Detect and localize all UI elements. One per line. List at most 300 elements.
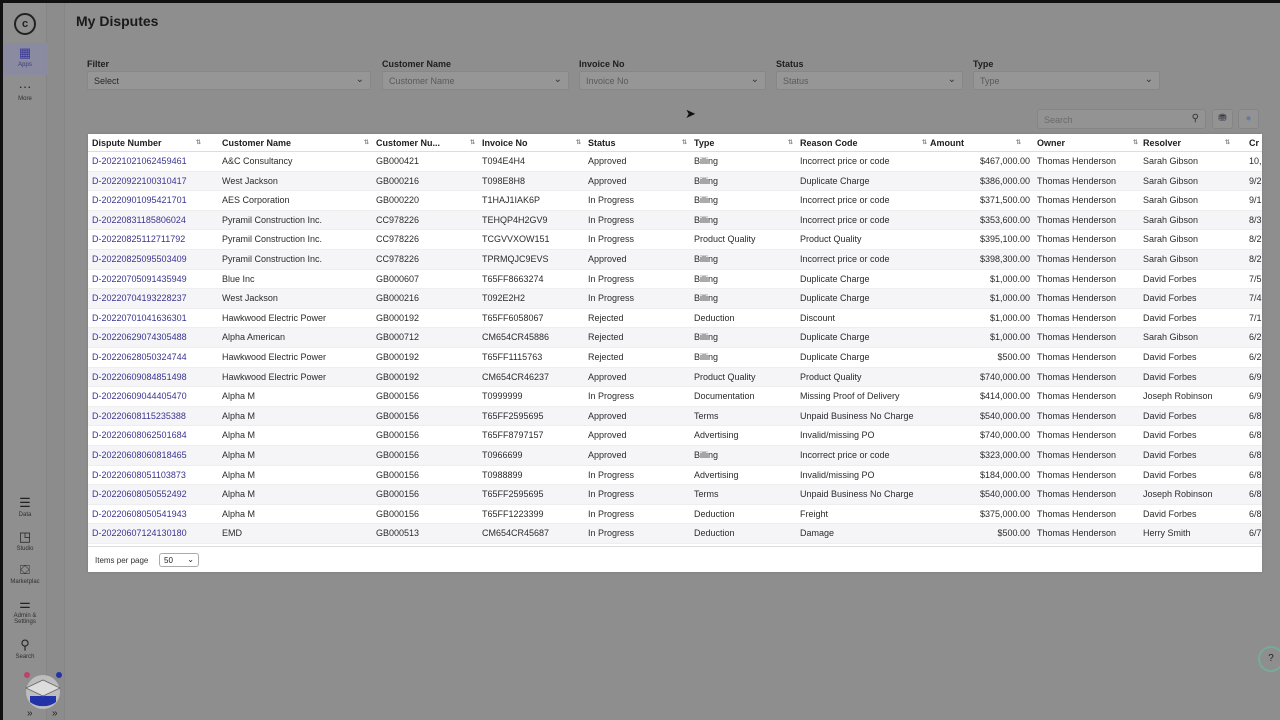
table-cell: David Forbes xyxy=(1143,450,1197,460)
refresh-icon: ● xyxy=(1245,113,1252,124)
sort-icon[interactable]: ⇅ xyxy=(1133,140,1139,146)
table-cell: Duplicate Charge xyxy=(800,293,870,304)
table-row[interactable] xyxy=(88,172,1262,192)
sort-icon[interactable]: ⇅ xyxy=(364,140,370,146)
sort-icon[interactable]: ⇅ xyxy=(576,140,582,146)
table-cell: A&C Consultancy xyxy=(222,156,293,166)
table-cell: $414,000.00 xyxy=(979,391,1030,402)
more-icon: ··· xyxy=(18,79,32,94)
table-cell: Alpha M xyxy=(222,410,256,421)
items-per-page-value: 50 xyxy=(164,556,173,565)
table-row[interactable] xyxy=(88,368,1262,388)
table-cell: GB000156 xyxy=(376,391,420,402)
table-cell: Sarah Gibson xyxy=(1143,332,1199,343)
table-cell: Alpha M xyxy=(222,391,256,402)
table-cell: Deduction xyxy=(694,312,735,323)
table-cell: 6/2 xyxy=(1249,352,1262,362)
table-cell: Approved xyxy=(588,156,627,166)
table-cell: $398,300.00 xyxy=(979,254,1030,264)
refresh-button[interactable] xyxy=(1238,109,1259,129)
filter-select xyxy=(87,59,371,90)
sort-icon[interactable]: ⇅ xyxy=(922,140,928,146)
table-cell: In Progress xyxy=(588,528,635,539)
column-header-label: Customer Name xyxy=(222,138,292,148)
table-cell: 8/3 xyxy=(1249,214,1262,225)
table-cell: David Forbes xyxy=(1143,508,1197,519)
dispute-number-link[interactable]: D-20220831185806024 xyxy=(92,214,186,225)
table-cell: Thomas Henderson xyxy=(1037,156,1117,166)
dispute-number-link[interactable]: D-20220705091435949 xyxy=(92,273,187,284)
table-row[interactable] xyxy=(88,505,1262,525)
sliders-icon: ⚌ xyxy=(19,596,31,611)
table-cell: TPRMQJC9EVS xyxy=(482,254,549,264)
table-cell: Thomas Henderson xyxy=(1037,293,1117,304)
table-row[interactable] xyxy=(88,446,1262,466)
column-header[interactable] xyxy=(930,134,1030,152)
column-header-label: Reason Code xyxy=(800,138,858,148)
chevron-down-icon: ⌄ xyxy=(355,74,364,85)
dispute-number-link[interactable]: D-20220608050541943 xyxy=(92,508,187,519)
table-cell: CM654CR45886 xyxy=(482,332,550,343)
table-cell: David Forbes xyxy=(1143,352,1197,362)
table-cell: Terms xyxy=(694,410,719,421)
column-header[interactable] xyxy=(376,134,478,152)
table-cell: $1,000.00 xyxy=(989,332,1030,343)
dispute-number-link[interactable]: D-20220701041636301 xyxy=(92,312,187,323)
search-icon: ⚲ xyxy=(20,637,30,652)
table-cell: GB000513 xyxy=(376,528,420,539)
table-cell: GB000156 xyxy=(376,489,420,500)
column-header[interactable] xyxy=(1249,134,1262,152)
table-cell: GB000156 xyxy=(376,508,420,519)
table-cell: Thomas Henderson xyxy=(1037,352,1117,362)
filter-placeholder: Invoice No xyxy=(586,76,629,86)
table-cell: Billing xyxy=(694,293,719,304)
dispute-number-link[interactable]: D-20220608115235388 xyxy=(92,410,186,421)
column-header[interactable] xyxy=(92,134,220,152)
table-cell: West Jackson xyxy=(222,175,278,186)
sort-icon[interactable]: ⇅ xyxy=(470,140,476,146)
table-cell: GB000156 xyxy=(376,469,420,480)
table-cell: Thomas Henderson xyxy=(1037,312,1117,323)
table-cell: Billing xyxy=(694,195,719,206)
table-cell: Hawkwood Electric Power xyxy=(222,371,327,382)
table-cell: In Progress xyxy=(588,273,635,284)
table-cell: CC978226 xyxy=(376,254,420,264)
column-header-label: Dispute Number xyxy=(92,138,162,148)
table-cell: Sarah Gibson xyxy=(1143,234,1199,245)
table-cell: Invalid/missing PO xyxy=(800,469,875,480)
table-cell: GB000220 xyxy=(376,195,420,206)
table-cell: $1,000.00 xyxy=(989,273,1030,284)
filter-label: Filter xyxy=(87,59,110,69)
table-cell: Herry Smith xyxy=(1143,528,1191,539)
table-cell: Alpha M xyxy=(222,489,256,500)
table-row[interactable] xyxy=(88,387,1262,407)
table-cell: $500.00 xyxy=(997,528,1030,539)
grid-icon: ▦ xyxy=(18,45,32,60)
table-cell: T094E4H4 xyxy=(482,156,526,166)
dispute-number-link[interactable]: D-20221021062459461 xyxy=(92,156,187,166)
sidebar-item-marketplace[interactable] xyxy=(3,563,47,585)
sidebar-item-admin-settings[interactable] xyxy=(3,597,47,625)
table-cell: Billing xyxy=(694,254,719,264)
table-cell: In Progress xyxy=(588,234,635,245)
table-cell: Thomas Henderson xyxy=(1037,234,1117,245)
table-cell: Pyramil Construction Inc. xyxy=(222,214,323,225)
customer-name-filter xyxy=(382,59,569,90)
table-cell: TEHQP4H2GV9 xyxy=(482,214,548,225)
chevron-down-icon: ⌄ xyxy=(947,74,956,85)
table-cell: T65FF2595695 xyxy=(482,489,544,500)
table-cell: Invalid/missing PO xyxy=(800,430,875,441)
table-cell: Billing xyxy=(694,332,719,343)
dispute-number-link[interactable]: D-20220901095421701 xyxy=(92,195,187,206)
table-cell: Advertising xyxy=(694,469,739,480)
sidebar-item-label: Marketplac xyxy=(10,579,40,585)
search-placeholder: Search xyxy=(1044,115,1073,125)
table-cell: In Progress xyxy=(588,391,635,402)
table-row[interactable] xyxy=(88,524,1262,544)
table-cell: Billing xyxy=(694,450,719,460)
table-cell: T65FF1115763 xyxy=(482,352,543,362)
table-cell: Unpaid Business No Charge xyxy=(800,410,914,421)
secondary-rail xyxy=(47,3,65,720)
table-cell: Blue Inc xyxy=(222,273,255,284)
column-header-label: Status xyxy=(588,138,616,148)
sidebar-item-label: Studio xyxy=(16,546,34,552)
invoice-no-dropdown[interactable] xyxy=(579,71,766,90)
sort-icon[interactable]: ⇅ xyxy=(196,140,202,146)
dispute-number-link[interactable]: D-20220825095503409 xyxy=(92,254,187,264)
table-cell: Product Quality xyxy=(694,371,756,382)
column-header[interactable] xyxy=(694,134,796,152)
table-cell: $540,000.00 xyxy=(979,410,1030,421)
table-cell: Hawkwood Electric Power xyxy=(222,352,327,362)
table-cell: Sarah Gibson xyxy=(1143,254,1199,264)
filter-placeholder: Type xyxy=(980,76,1000,86)
filter-label: Status xyxy=(776,59,804,69)
sidebar-item-label: Data xyxy=(18,512,32,518)
table-cell: Alpha M xyxy=(222,430,256,441)
table-cell: GB000156 xyxy=(376,410,420,421)
table-cell: $500.00 xyxy=(997,352,1030,362)
sort-icon[interactable]: ⇅ xyxy=(682,140,688,146)
dispute-number-link[interactable]: D-20220607124130180 xyxy=(92,528,187,539)
table-cell: T0966699 xyxy=(482,450,523,460)
dispute-number-link[interactable]: D-20220608062501684 xyxy=(92,430,187,441)
column-header-label: Type xyxy=(694,138,715,148)
table-cell: Approved xyxy=(588,410,627,421)
table-header xyxy=(88,134,1262,152)
table-row[interactable] xyxy=(88,328,1262,348)
sidebar-item-more[interactable] xyxy=(3,80,47,102)
table-cell: Thomas Henderson xyxy=(1037,469,1117,480)
expand-sidebar-icon[interactable]: » xyxy=(27,708,33,719)
chevron-down-icon: ⌄ xyxy=(1144,74,1153,85)
table-cell: Documentation xyxy=(694,391,755,402)
dispute-number-link[interactable]: D-20220608050552492 xyxy=(92,489,187,500)
table-cell: Incorrect price or code xyxy=(800,214,890,225)
table-cell: 6/7 xyxy=(1249,528,1262,539)
search-input[interactable] xyxy=(1037,109,1206,129)
table-cell: 8/2 xyxy=(1249,234,1262,245)
table-cell: West Jackson xyxy=(222,293,278,304)
items-per-page-label: Items per page xyxy=(95,556,149,565)
chevron-down-icon: ⌄ xyxy=(187,555,194,564)
expand-rail-icon[interactable]: » xyxy=(52,708,58,719)
logo[interactable]: c xyxy=(14,13,36,35)
table-cell: T65FF6058067 xyxy=(482,312,544,323)
table-cell: Thomas Henderson xyxy=(1037,410,1117,421)
table-cell: Incorrect price or code xyxy=(800,195,890,206)
table-cell: In Progress xyxy=(588,293,635,304)
sidebar-item-apps[interactable] xyxy=(3,43,47,75)
status-dropdown[interactable] xyxy=(776,71,963,90)
sidebar-item-studio[interactable] xyxy=(3,530,47,552)
table-cell: $395,100.00 xyxy=(979,234,1030,245)
table-cell: GB000192 xyxy=(376,312,420,323)
table-cell: Advertising xyxy=(694,430,739,441)
table-cell: 6/8 xyxy=(1249,469,1262,480)
table-cell: Hawkwood Electric Power xyxy=(222,312,327,323)
table-cell: T65FF2595695 xyxy=(482,410,544,421)
customer-name-dropdown[interactable] xyxy=(382,71,569,90)
table-cell: Thomas Henderson xyxy=(1037,371,1117,382)
table-cell: 7/5 xyxy=(1249,273,1262,284)
table-cell: Product Quality xyxy=(800,371,862,382)
table-cell: Alpha M xyxy=(222,508,256,519)
table-cell: Incorrect price or code xyxy=(800,156,890,166)
table-cell: $467,000.00 xyxy=(979,156,1030,166)
table-cell: CC978226 xyxy=(376,214,420,225)
table-cell: Incorrect price or code xyxy=(800,254,890,264)
table-cell: Approved xyxy=(588,371,627,382)
table-cell: Thomas Henderson xyxy=(1037,332,1117,343)
table-cell: Billing xyxy=(694,156,719,166)
filter-settings-icon: ⛃ xyxy=(1218,113,1227,124)
table-cell: Terms xyxy=(694,489,719,500)
table-row[interactable] xyxy=(88,407,1262,427)
table-cell: TCGVVXOW151 xyxy=(482,234,550,245)
filter-value: Select xyxy=(94,76,120,86)
window-frame xyxy=(0,0,1280,3)
table-cell: Thomas Henderson xyxy=(1037,214,1117,225)
table-cell: In Progress xyxy=(588,195,635,206)
table-row[interactable] xyxy=(88,426,1262,446)
table-cell: Rejected xyxy=(588,352,624,362)
graduation-cap-icon[interactable] xyxy=(22,670,64,710)
table-cell: In Progress xyxy=(588,469,635,480)
sort-icon[interactable]: ⇅ xyxy=(1225,140,1231,146)
table-cell: $323,000.00 xyxy=(979,450,1030,460)
help-button[interactable] xyxy=(1258,646,1280,672)
dispute-number-link[interactable]: D-20220608051103873 xyxy=(92,469,186,480)
table-row[interactable] xyxy=(88,309,1262,329)
table-cell: 9/1 xyxy=(1249,195,1262,206)
table-cell: T092E2H2 xyxy=(482,293,526,304)
table-cell: T0988899 xyxy=(482,469,523,480)
dispute-number-link[interactable]: D-20220609084851498 xyxy=(92,371,187,382)
table-cell: Missing Proof of Delivery xyxy=(800,391,900,402)
help-icon: ? xyxy=(1268,653,1274,664)
column-header[interactable] xyxy=(1143,134,1247,152)
table-cell: GB000607 xyxy=(376,273,420,284)
table-cell: Duplicate Charge xyxy=(800,352,870,362)
column-header[interactable] xyxy=(482,134,584,152)
table-cell: In Progress xyxy=(588,508,635,519)
table-cell: Approved xyxy=(588,450,627,460)
table-cell: T65FF8797157 xyxy=(482,430,544,441)
table-cell: Joseph Robinson xyxy=(1143,489,1213,500)
table-cell: $1,000.00 xyxy=(989,293,1030,304)
table-cell: Freight xyxy=(800,508,829,519)
table-row[interactable] xyxy=(88,289,1262,309)
dispute-number-link[interactable]: D-20220704193228237 xyxy=(92,293,187,304)
table-cell: GB000156 xyxy=(376,430,420,441)
table-row[interactable] xyxy=(88,250,1262,270)
table-cell: Thomas Henderson xyxy=(1037,175,1117,186)
table-cell: Sarah Gibson xyxy=(1143,175,1199,186)
table-cell: Damage xyxy=(800,528,835,539)
table-cell: GB000712 xyxy=(376,332,420,343)
sidebar-item-label: Admin & Settings xyxy=(13,613,37,625)
table-cell: Thomas Henderson xyxy=(1037,254,1117,264)
table-cell: GB000192 xyxy=(376,371,420,382)
status-filter xyxy=(776,59,963,90)
sort-icon[interactable]: ⇅ xyxy=(788,140,794,146)
sidebar-item-data[interactable] xyxy=(3,496,47,518)
table-cell: Sarah Gibson xyxy=(1143,195,1199,206)
table-row[interactable] xyxy=(88,211,1262,231)
table-cell: Deduction xyxy=(694,508,735,519)
type-filter xyxy=(973,59,1160,90)
table-cell: Pyramil Construction Inc. xyxy=(222,254,323,264)
table-row[interactable] xyxy=(88,230,1262,250)
table-cell: T65FF8663274 xyxy=(482,273,544,284)
table-row[interactable] xyxy=(88,270,1262,290)
invoice-no-filter xyxy=(579,59,766,90)
filter-placeholder: Customer Name xyxy=(389,76,455,86)
table-cell: David Forbes xyxy=(1143,430,1197,441)
table-cell: GB000192 xyxy=(376,352,420,362)
table-cell: Alpha American xyxy=(222,332,286,343)
dispute-number-link[interactable]: D-20220608060818465 xyxy=(92,450,187,460)
table-cell: Duplicate Charge xyxy=(800,273,870,284)
chevron-down-icon: ⌄ xyxy=(553,74,562,85)
dispute-number-link[interactable]: D-20220922100310417 xyxy=(92,175,187,186)
table-cell: Billing xyxy=(694,175,719,186)
marketplace-icon: ⛋ xyxy=(20,562,30,577)
table-cell: $375,000.00 xyxy=(979,508,1030,519)
table-cell: Discount xyxy=(800,312,836,323)
column-header[interactable] xyxy=(222,134,372,152)
column-header[interactable] xyxy=(800,134,930,152)
table-cell: Thomas Henderson xyxy=(1037,430,1117,441)
type-dropdown[interactable] xyxy=(973,71,1160,90)
table-cell: David Forbes xyxy=(1143,469,1197,480)
table-cell: Product Quality xyxy=(694,234,756,245)
table-cell: Billing xyxy=(694,214,719,225)
table-cell: Duplicate Charge xyxy=(800,175,870,186)
table-cell: 7/4 xyxy=(1249,293,1262,304)
table-cell: Rejected xyxy=(588,332,624,343)
table-cell: CM654CR45687 xyxy=(482,528,550,539)
chevron-down-icon: ⌄ xyxy=(750,74,759,85)
table-row[interactable] xyxy=(88,152,1262,172)
table-row[interactable] xyxy=(88,485,1262,505)
table-cell: $1,000.00 xyxy=(989,312,1030,323)
table-cell: David Forbes xyxy=(1143,371,1197,382)
dispute-number-link[interactable]: D-20220825112711792 xyxy=(92,234,186,245)
studio-icon: ◳ xyxy=(18,529,32,544)
table-cell: Approved xyxy=(588,254,627,264)
sidebar-item-label: Search xyxy=(15,654,35,660)
table-row[interactable] xyxy=(88,466,1262,486)
table-cell: Thomas Henderson xyxy=(1037,489,1117,500)
table-cell: 6/8 xyxy=(1249,410,1262,421)
table-cell: Billing xyxy=(694,273,719,284)
table-row[interactable] xyxy=(88,348,1262,368)
sort-icon[interactable]: ⇅ xyxy=(1016,140,1022,146)
table-cell: GB000156 xyxy=(376,450,420,460)
table-cell: $540,000.00 xyxy=(979,489,1030,500)
table-cell: T1HAJ1IAK6P xyxy=(482,195,541,206)
filter-dropdown[interactable] xyxy=(87,71,371,90)
filter-label: Invoice No xyxy=(579,59,625,69)
column-header[interactable] xyxy=(588,134,690,152)
search-icon: ⚲ xyxy=(1191,113,1199,124)
table-cell: Rejected xyxy=(588,312,624,323)
table-cell: $386,000.00 xyxy=(979,175,1030,186)
disputes-table xyxy=(88,134,1262,572)
table-cell: Alpha M xyxy=(222,450,256,460)
dispute-number-link[interactable]: D-20220629074305488 xyxy=(92,332,187,343)
column-header[interactable] xyxy=(1037,134,1141,152)
table-cell: Deduction xyxy=(694,528,735,539)
table-cell: Unpaid Business No Charge xyxy=(800,489,914,500)
filter-settings-button[interactable] xyxy=(1212,109,1233,129)
column-header-label: Resolver xyxy=(1143,138,1182,148)
table-cell: Pyramil Construction Inc. xyxy=(222,234,323,245)
table-cell: GB000216 xyxy=(376,293,420,304)
table-cell: Thomas Henderson xyxy=(1037,528,1117,539)
table-cell: AES Corporation xyxy=(222,195,290,206)
table-cell: T65FF1223399 xyxy=(482,508,544,519)
table-cell: T0999999 xyxy=(482,391,523,402)
sidebar-item-search[interactable] xyxy=(3,638,47,660)
column-header-label: Customer Nu... xyxy=(376,138,441,148)
table-cell: Thomas Henderson xyxy=(1037,195,1117,206)
sidebar xyxy=(3,3,47,720)
dispute-number-link[interactable]: D-20220609044405470 xyxy=(92,391,187,402)
table-row[interactable] xyxy=(88,191,1262,211)
table-cell: 6/9 xyxy=(1249,371,1262,382)
dispute-number-link[interactable]: D-20220628050324744 xyxy=(92,352,187,362)
sidebar-item-label: Apps xyxy=(18,62,32,68)
table-cell: 6/8 xyxy=(1249,450,1262,460)
table-footer xyxy=(88,546,1262,572)
table-cell: $353,600.00 xyxy=(979,214,1030,225)
table-cell: CC978226 xyxy=(376,234,420,245)
items-per-page-select[interactable] xyxy=(159,553,199,567)
table-cell: Billing xyxy=(694,352,719,362)
table-cell: T098E8H8 xyxy=(482,175,526,186)
table-cell: $371,500.00 xyxy=(979,195,1030,206)
table-cell: 6/8 xyxy=(1249,508,1262,519)
table-cell: In Progress xyxy=(588,214,635,225)
table-cell: 9/2 xyxy=(1249,175,1262,186)
